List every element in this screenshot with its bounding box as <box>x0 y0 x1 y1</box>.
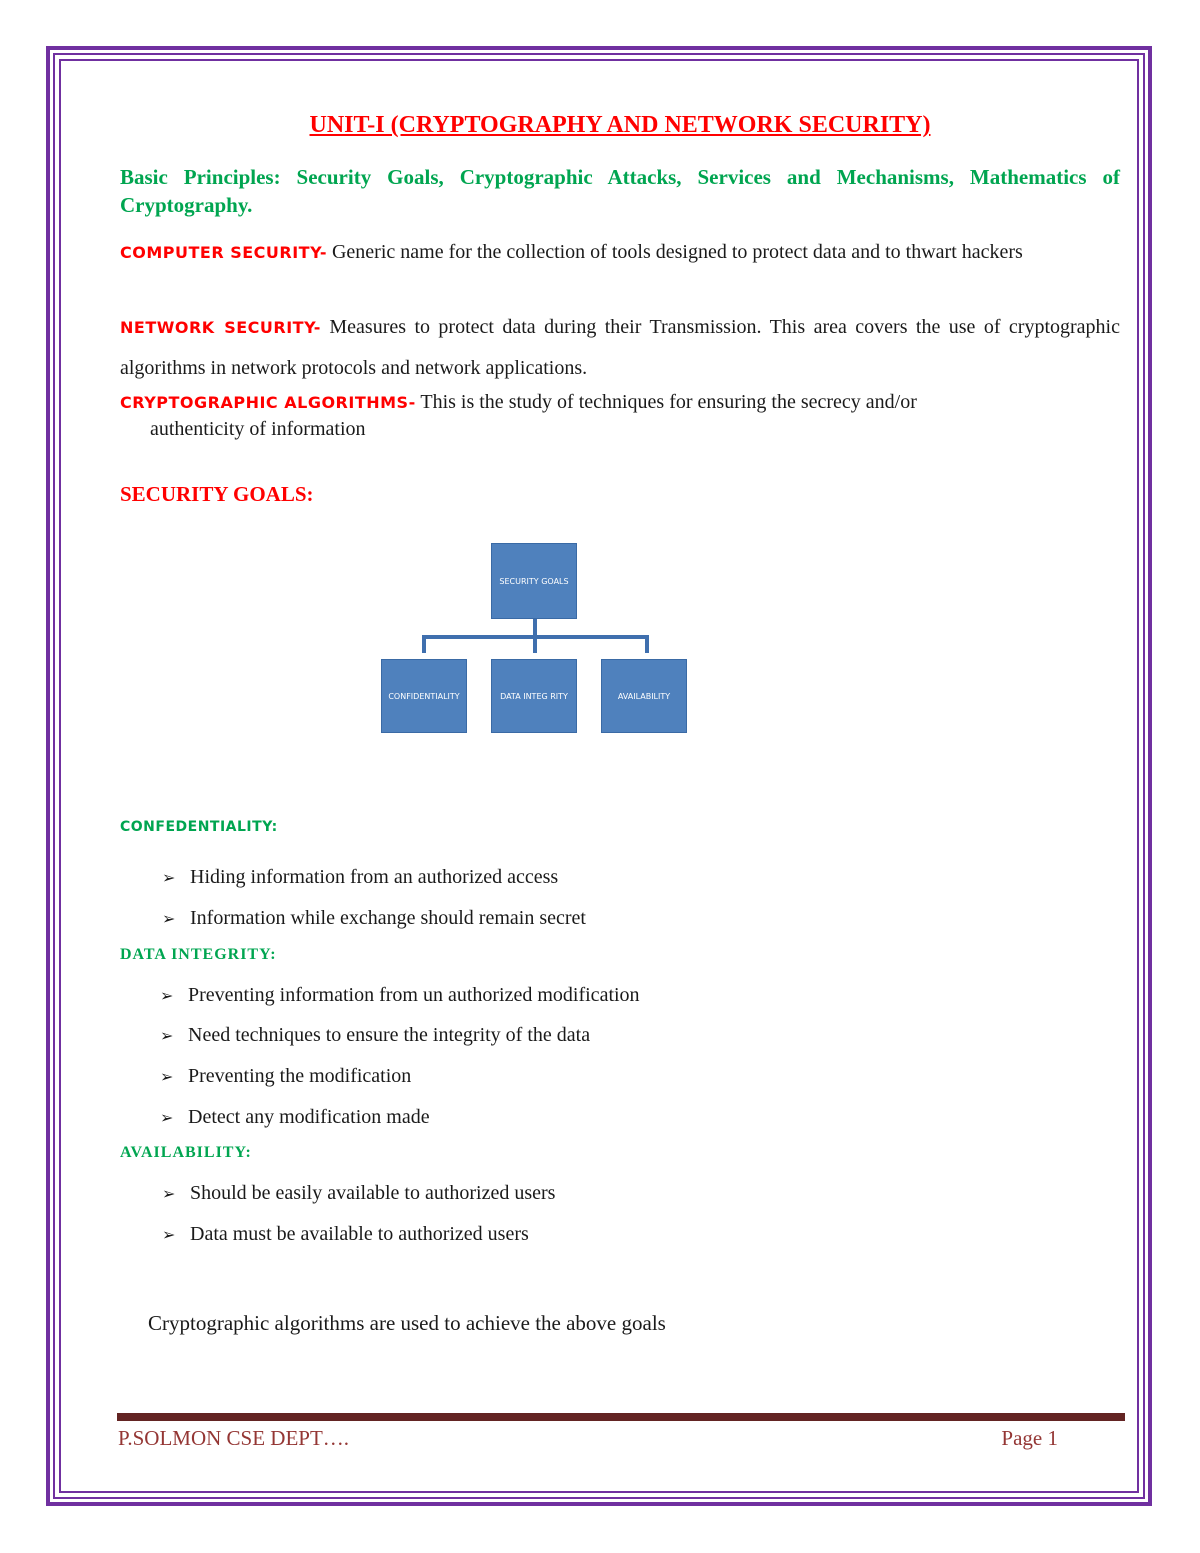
definition-computer-security <box>120 239 1120 266</box>
section-heading-confidentiality: CONFEDENTIALITY: <box>120 819 278 835</box>
definition-label: COMPUTER SECURITY- <box>120 243 327 262</box>
page-title: UNIT-I (CRYPTOGRAPHY AND NETWORK SECURITY) <box>309 112 931 138</box>
arrow-bullet-icon: ➢ <box>160 1026 174 1045</box>
diagram-root-box: SECURITY GOALS <box>491 543 577 619</box>
list-item: ➢ Should be easily available to authorized users <box>162 1182 556 1204</box>
arrow-bullet-icon: ➢ <box>160 1067 174 1086</box>
footer-divider <box>117 1413 1125 1421</box>
basic-principles: Basic Principles: Security Goals, Cryptographic Attacks, Services and Mechanisms, Mathematics of Cryptography. <box>120 165 1120 217</box>
diagram-connector <box>422 635 426 653</box>
footer-author: P.SOLMON CSE DEPT…. <box>118 1426 350 1450</box>
list-item: ➢ Preventing the modification <box>160 1065 412 1087</box>
arrow-bullet-icon: ➢ <box>162 909 176 928</box>
definition-label: NETWORK SECURITY- <box>120 318 321 337</box>
diagram-connector <box>533 635 537 653</box>
definition-label: CRYPTOGRAPHIC ALGORITHMS- <box>120 393 416 412</box>
definition-cryptographic-algorithms <box>120 389 1120 442</box>
diagram-child-box: DATA INTEG RITY <box>491 659 577 733</box>
arrow-bullet-icon: ➢ <box>162 868 176 887</box>
list-item: ➢ Information while exchange should remain secret <box>162 907 586 929</box>
arrow-bullet-icon: ➢ <box>162 1184 176 1203</box>
arrow-bullet-icon: ➢ <box>160 986 174 1005</box>
definition-text: This is the study of techniques for ensuring the secrecy and/or <box>415 391 917 413</box>
security-goals-heading: SECURITY GOALS: <box>120 482 314 506</box>
closing-statement: Cryptographic algorithms are used to achieve the above goals <box>148 1311 666 1335</box>
list-item: ➢ Data must be available to authorized users <box>162 1223 529 1245</box>
diagram-child-box: CONFIDENTIALITY <box>381 659 467 733</box>
definition-text: Measures to protect data during their Transmission. This area covers the use of cryptographic algorithms in network protocols and network applications. <box>120 316 1120 379</box>
list-item: ➢ Need techniques to ensure the integrity of the data <box>160 1024 591 1046</box>
diagram-connector <box>645 635 649 653</box>
list-item: ➢ Preventing information from un authorized modification <box>160 984 640 1006</box>
definition-text-continued: authenticity of information <box>150 418 366 440</box>
page-border-inner <box>59 59 1139 1493</box>
section-heading-data-integrity: DATA INTEGRITY: <box>120 946 277 963</box>
arrow-bullet-icon: ➢ <box>162 1225 176 1244</box>
definition-network-security <box>120 307 1120 388</box>
list-item: ➢ Hiding information from an authorized access <box>162 866 559 888</box>
list-item: ➢ Detect any modification made <box>160 1106 430 1128</box>
arrow-bullet-icon: ➢ <box>160 1108 174 1127</box>
footer-page-number: Page 1 <box>1001 1426 1058 1450</box>
diagram-child-box: AVAILABILITY <box>601 659 687 733</box>
definition-text: Generic name for the collection of tools designed to protect data and to thwart hackers <box>326 241 1023 263</box>
section-heading-availability: AVAILABILITY: <box>120 1144 252 1161</box>
